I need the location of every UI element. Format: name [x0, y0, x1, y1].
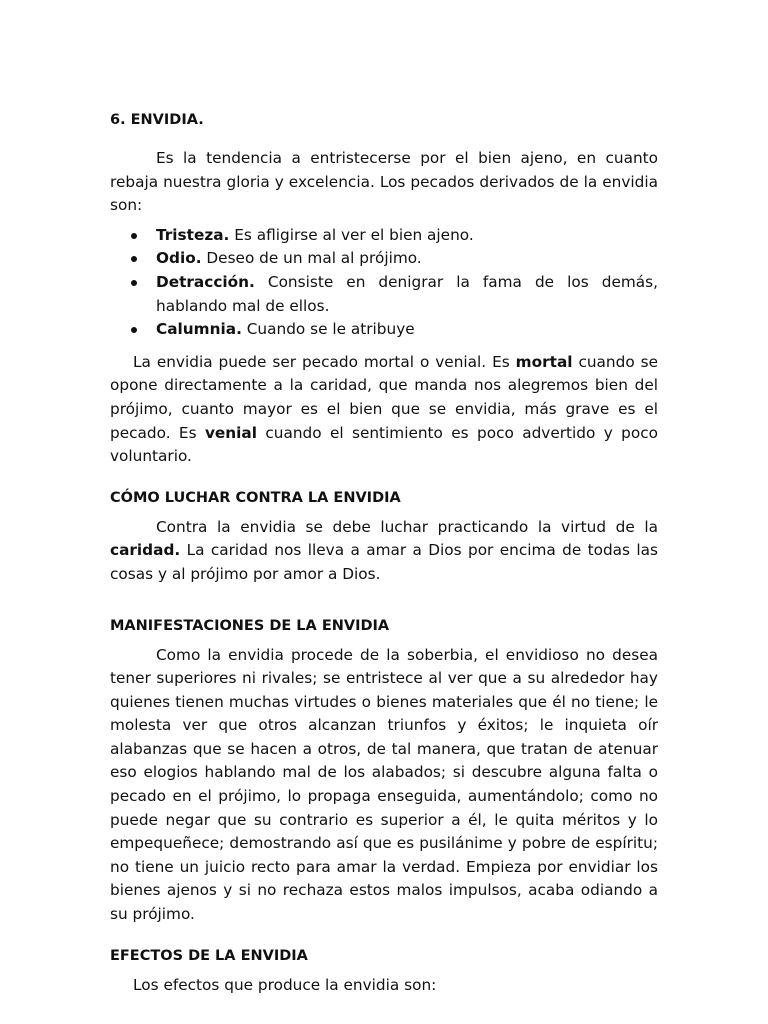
sins-list [110, 224, 658, 342]
manifestaciones-paragraph: Como la envidia procede de la soberbia, el envidioso no desea tener superiores ni rivales; se entristece al ver que a su alrededor hay quienes tienen muchas virtudes o bienes materiales que él no tiene; le molesta ver que otros alcanzan triunfos y éxitos; le inquieta oír alabanzas que se hacen a otros, de tal manera, que tratan de atenuar eso elogios hablando mal de los alabados; si descubre alguna falta o pecado en el prójimo, lo propaga enseguida, aumentándolo; como no puede negar que su contrario es superior a él, le quita méritos y lo empequeñece; demostrando así que es pusilánime y pobre de espíritu; no tiene un juicio recto para amar la verdad. Empieza por envidiar los bienes ajenos y si no rechaza estos malos impulsos, acaba odiando a su prójimo. [110, 645, 658, 924]
document-page [110, 100, 658, 997]
list-item-term: Calumnia. [156, 320, 242, 339]
intro-paragraph: Es la tendencia a entristecerse por el bien ajeno, en cuanto rebaja nuestra gloria y excelencia. Los pecados derivados de la envidia son: [110, 149, 658, 215]
efectos-heading: EFECTOS DE LA ENVIDIA [110, 947, 308, 964]
luchar-paragraph [110, 516, 658, 587]
list-item-text: Cuando se le atribuye [241, 320, 415, 339]
list-item-text: Deseo de un mal al prójimo. [201, 249, 422, 268]
list-item [110, 271, 658, 318]
mortal-term: mortal [515, 352, 573, 371]
bullet-icon [131, 256, 137, 262]
efectos-paragraph: Los efectos que produce la envidia son: [133, 975, 437, 994]
mortal-venial-paragraph [110, 351, 658, 469]
list-item [110, 247, 658, 271]
list-item-term: Detracción. [156, 272, 255, 291]
bullet-icon [131, 280, 137, 286]
list-item-text: Es afligirse al ver el bien ajeno. [229, 225, 474, 244]
list-item [110, 318, 658, 342]
manifestaciones-heading: MANIFESTACIONES DE LA ENVIDIA [110, 617, 390, 634]
list-item-term: Odio. [156, 249, 202, 268]
paragraph-text: cuando el sentimiento es poco advertido y poco voluntario. [110, 423, 658, 466]
bullet-icon [131, 233, 137, 239]
bullet-icon [131, 327, 137, 333]
list-item-term: Tristeza. [156, 225, 230, 244]
section-title: 6. ENVIDIA. [110, 112, 204, 128]
paragraph-text: cuando se opone directamente a la caridad, que manda nos alegremos bien del prójimo, cuanto mayor es el bien que se envidia, más grave es el pecado. Es [110, 352, 658, 442]
paragraph-text: Contra la envidia se debe luchar practicando la virtud de la [156, 517, 658, 536]
luchar-heading: CÓMO LUCHAR CONTRA LA ENVIDIA [110, 489, 401, 506]
venial-term: venial [204, 423, 257, 442]
list-item [110, 224, 658, 248]
caridad-term: caridad. [110, 541, 181, 560]
paragraph-text: La envidia puede ser pecado mortal o venial. Es [133, 352, 516, 371]
list-item-text: Consiste en denigrar la fama de los demás, hablando mal de ellos. [156, 272, 658, 315]
paragraph-text: La caridad nos lleva a amar a Dios por encima de todas las cosas y al prójimo por amor a Dios. [110, 541, 658, 583]
